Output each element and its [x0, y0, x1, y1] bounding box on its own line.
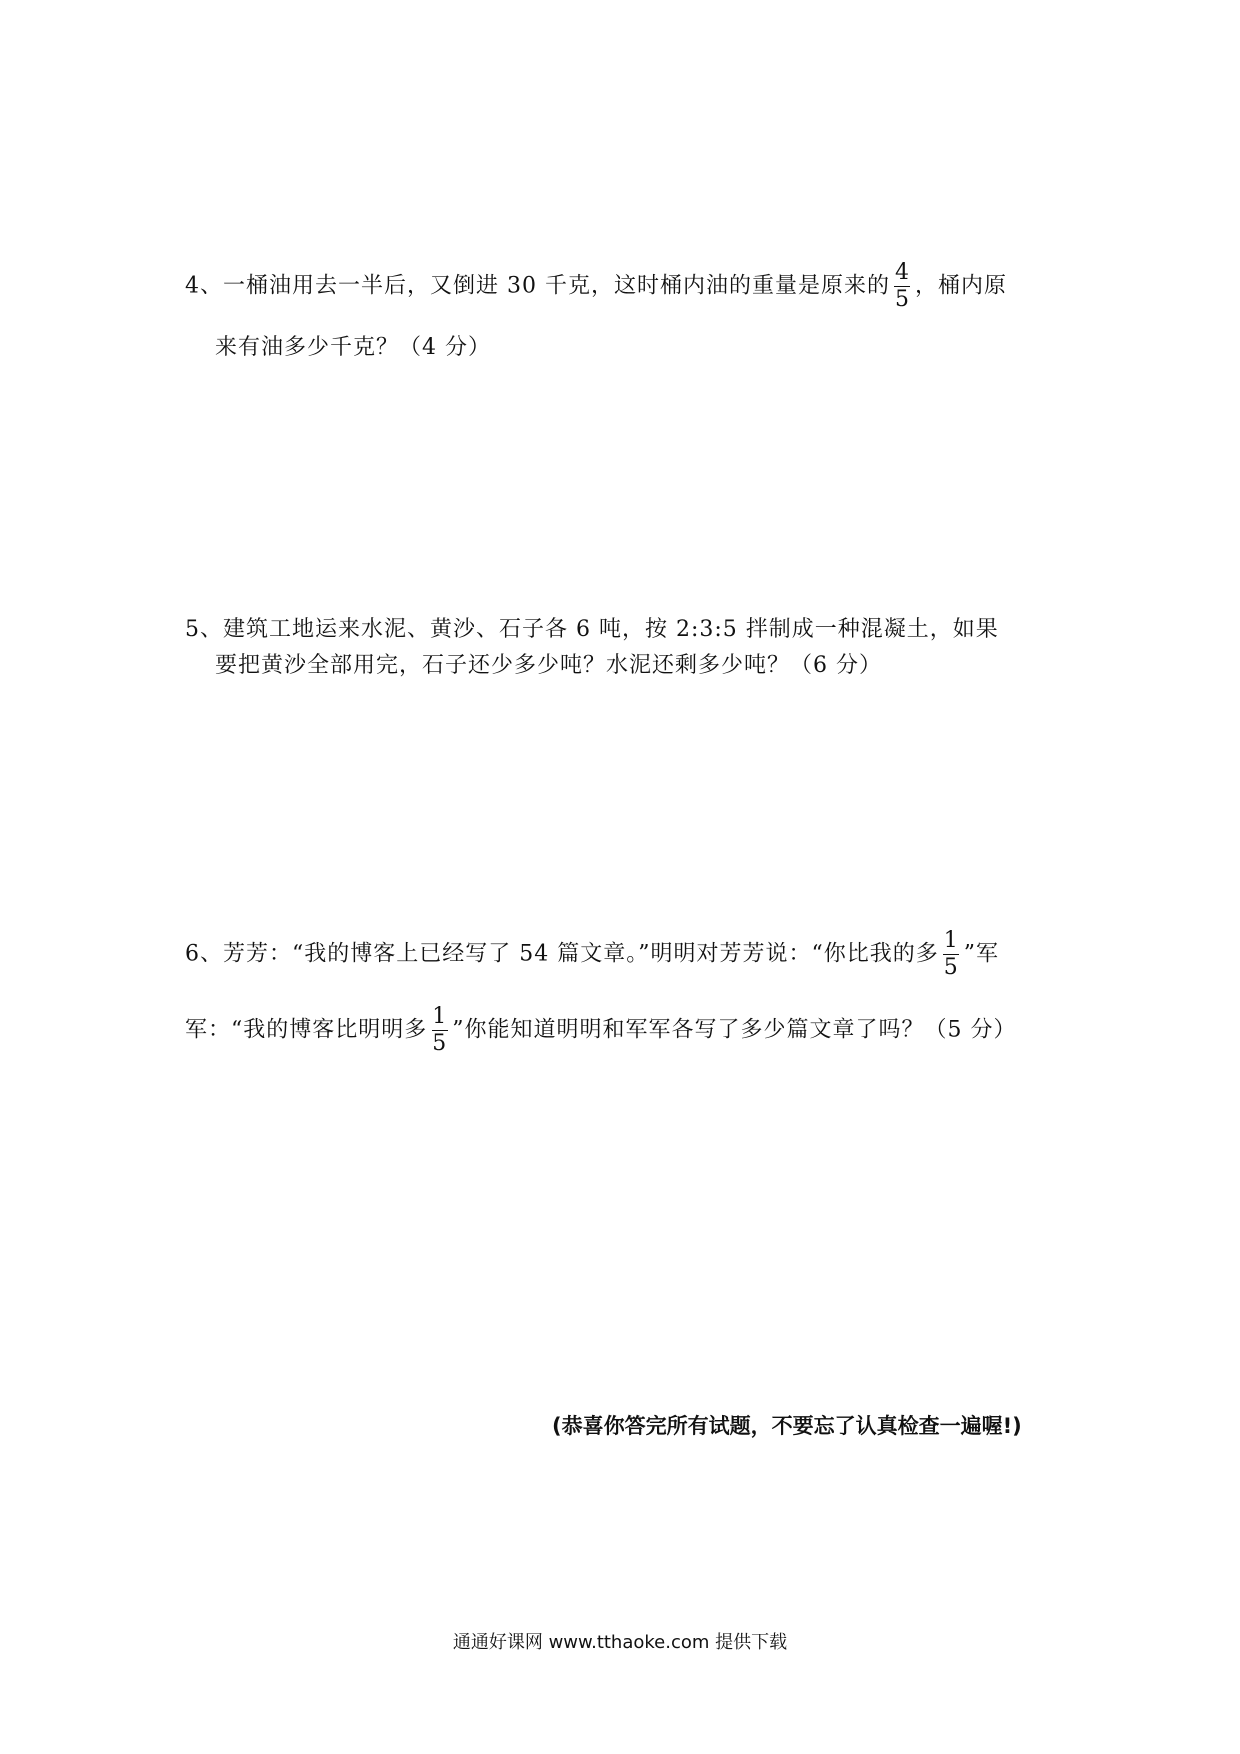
fraction-four-fifths: [893, 262, 912, 311]
question-4-line-1: [185, 262, 1007, 311]
question-6-text-b: ”军: [963, 941, 999, 967]
fraction-one-fifth: [430, 1006, 449, 1055]
fraction-one-fifth: [942, 930, 961, 979]
closing-note: (恭喜你答完所有试题，不要忘了认真检查一遍喔!): [552, 1414, 1022, 1438]
question-4-text-a: 4、一桶油用去一半后，又倒进 30 千克，这时桶内油的重量是原来的: [185, 273, 890, 299]
fraction-denominator: 5: [894, 287, 910, 312]
question-5-line-2: 要把黄沙全部用完，石子还少多少吨？水泥还剩多少吨？（6 分）: [215, 653, 882, 678]
question-6-line-2: [185, 1006, 1017, 1055]
fraction-numerator: 1: [432, 1004, 448, 1029]
question-4-line-2: 来有油多少千克？（4 分）: [215, 335, 491, 360]
question-5-line-1: 5、建筑工地运来水泥、黄沙、石子各 6 吨，按 2:3:5 拌制成一种混凝土，如果: [185, 617, 999, 642]
footer-credit: 通通好课网 www.tthaoke.com 提供下载: [452, 1632, 788, 1653]
question-4-text-b: ，桶内原: [914, 273, 1007, 299]
question-6-text-c: 军：“我的博客比明明多: [185, 1017, 428, 1043]
fraction-denominator: 5: [432, 1031, 448, 1056]
question-6-text-a: 6、芳芳：“我的博客上已经写了 54 篇文章。”明明对芳芳说：“你比我的多: [185, 941, 939, 967]
question-6-text-d: ”你能知道明明和军军各写了多少篇文章了吗？（5 分）: [452, 1017, 1017, 1043]
fraction-denominator: 5: [943, 955, 959, 980]
fraction-numerator: 1: [943, 928, 959, 953]
fraction-numerator: 4: [894, 260, 910, 285]
question-6-line-1: [185, 930, 999, 979]
